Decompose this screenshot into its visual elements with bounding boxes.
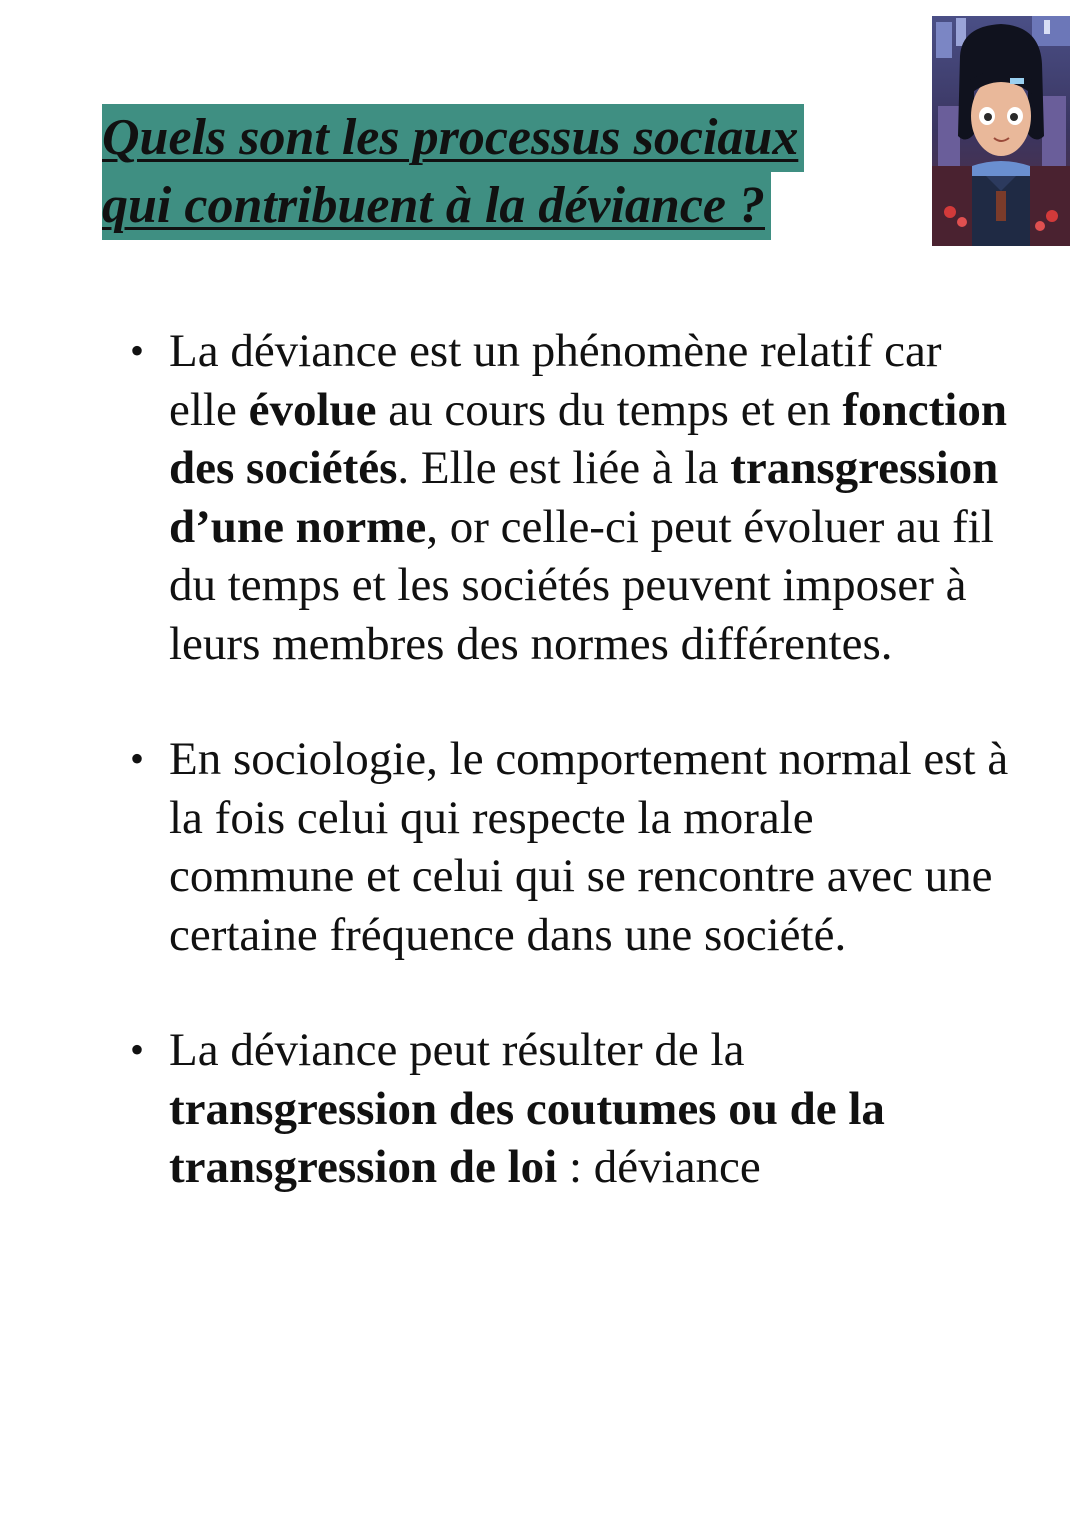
bullet-item-3 — [130, 1021, 1010, 1197]
page-title — [102, 104, 902, 240]
bullet-dot: • — [130, 736, 145, 781]
segment: La déviance peut résulter de la — [169, 1024, 745, 1076]
segment-bold: transgression d’une norme — [169, 442, 999, 553]
segment: , or celle-ci peut évoluer au fil du temps et les sociétés peuvent imposer à leurs membres des normes différentes. — [169, 500, 994, 670]
bullet-text-1 — [169, 325, 1007, 670]
bullet-dot: • — [130, 328, 145, 373]
title-line-2: qui contribuent à la déviance ? — [102, 172, 771, 240]
segment-bold: fonction des sociétés — [169, 383, 1007, 494]
girl-character-illustration — [932, 16, 1070, 246]
segment: En sociologie, le comportement normal est à la fois celui qui respecte la morale commune et celui qui se rencontre avec une certaine fréquence dans une société. — [169, 733, 1009, 961]
title-line-1: Quels sont les processus sociaux — [102, 104, 804, 172]
bullet-item-1 — [130, 322, 1010, 673]
bullet-list — [130, 322, 1010, 1254]
segment: au cours du temps et en — [376, 383, 843, 436]
bullet-text-3 — [169, 1024, 885, 1193]
segment: . Elle est liée à la — [397, 442, 731, 494]
segment-bold: transgression des coutumes ou de la transgression de loi — [169, 1082, 885, 1193]
bullet-dot: • — [130, 1027, 145, 1072]
segment: La déviance est un phénomène relatif car elle — [169, 325, 942, 436]
segment-bold: évolue — [248, 383, 377, 436]
bullet-item-2 — [130, 730, 1010, 964]
bullet-text-2 — [169, 733, 1008, 961]
segment: : déviance — [557, 1141, 761, 1193]
